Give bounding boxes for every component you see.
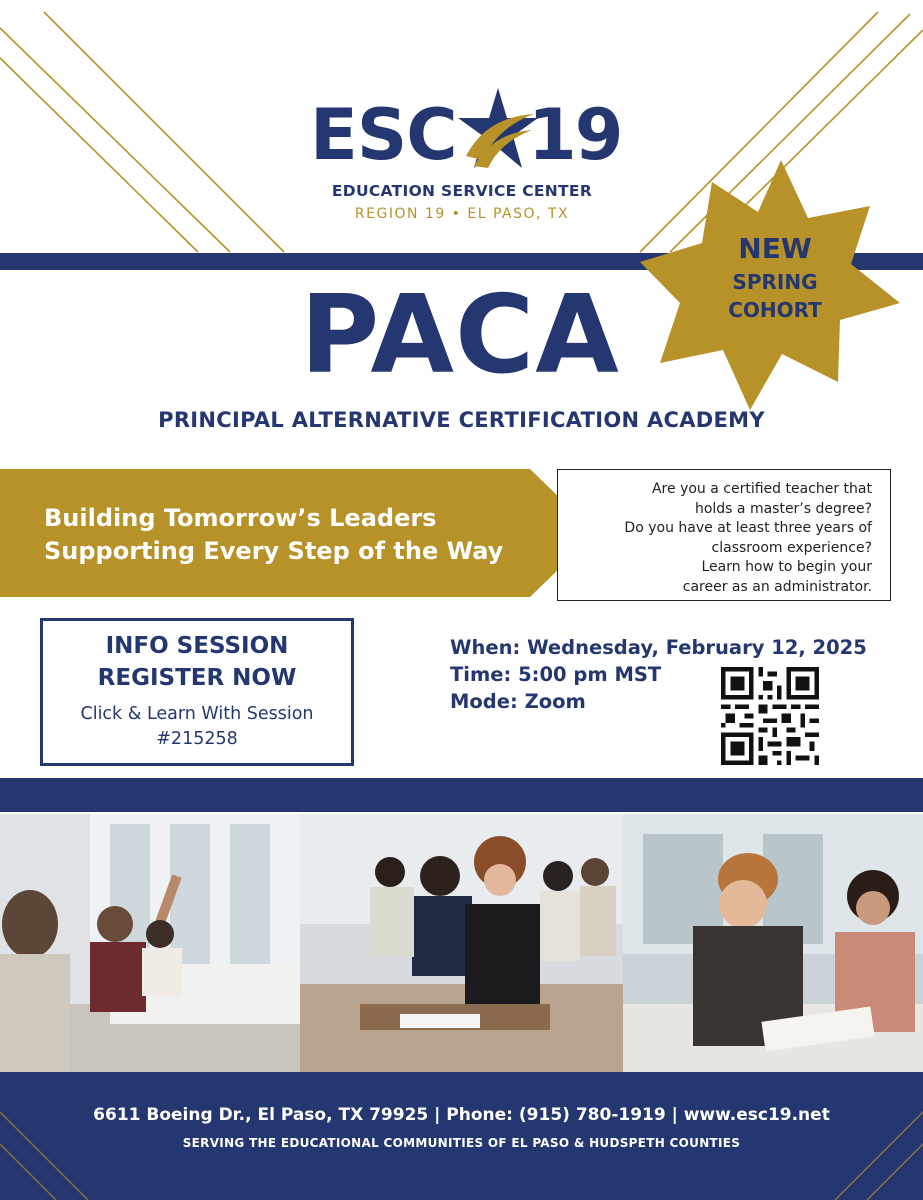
session-number[interactable]: #215258 bbox=[156, 729, 238, 749]
question-line: holds a master’s degree? bbox=[694, 500, 872, 517]
question-line: career as an administrator. bbox=[682, 578, 872, 595]
logo-wordmark: ESC bbox=[310, 94, 457, 176]
banner-line-2: Supporting Every Step of the Way bbox=[44, 537, 504, 565]
photo-divider-band bbox=[0, 778, 923, 812]
event-when: When: Wednesday, February 12, 2025 bbox=[450, 636, 867, 659]
region-label: REGION 19 • EL PASO, TX bbox=[354, 206, 570, 222]
badge-new: NEW bbox=[738, 232, 812, 265]
footer-tagline: SERVING THE EDUCATIONAL COMMUNITIES OF EL PASO & HUDSPETH COUNTIES bbox=[182, 1136, 741, 1150]
info-session-title: INFO SESSION bbox=[105, 633, 289, 659]
footer-contact[interactable]: 6611 Boeing Dr., El Paso, TX 79925 | Phone: (915) 780-1919 | www.esc19.net bbox=[93, 1105, 830, 1125]
qr-code-icon[interactable] bbox=[721, 667, 819, 765]
star-swoosh-logo-icon bbox=[458, 86, 538, 178]
program-full-name: PRINCIPAL ALTERNATIVE CERTIFICATION ACADEMY bbox=[158, 408, 765, 432]
event-mode: Mode: Zoom bbox=[450, 690, 586, 713]
questions-text bbox=[570, 480, 872, 597]
banner-text bbox=[44, 502, 564, 568]
register-now-title[interactable]: REGISTER NOW bbox=[97, 665, 297, 691]
session-link[interactable]: Click & Learn With Session bbox=[80, 704, 314, 724]
question-line: Do you have at least three years of bbox=[624, 520, 872, 536]
badge-cohort: COHORT bbox=[728, 298, 822, 322]
banner-line-1: Building Tomorrow’s Leaders bbox=[44, 504, 437, 532]
program-acronym: PACA bbox=[300, 273, 620, 398]
question-line: Learn how to begin your bbox=[701, 559, 872, 575]
question-line: Are you a certified teacher that bbox=[651, 481, 872, 497]
org-name: EDUCATION SERVICE CENTER bbox=[331, 182, 593, 200]
classroom-photo-3 bbox=[623, 814, 923, 1072]
classroom-photo-1 bbox=[0, 814, 300, 1072]
classroom-photo-2 bbox=[300, 814, 623, 1072]
question-line: classroom experience? bbox=[711, 539, 872, 556]
event-time: Time: 5:00 pm MST bbox=[450, 663, 662, 686]
logo-number: 19 bbox=[528, 94, 622, 176]
badge-spring: SPRING bbox=[732, 270, 818, 294]
